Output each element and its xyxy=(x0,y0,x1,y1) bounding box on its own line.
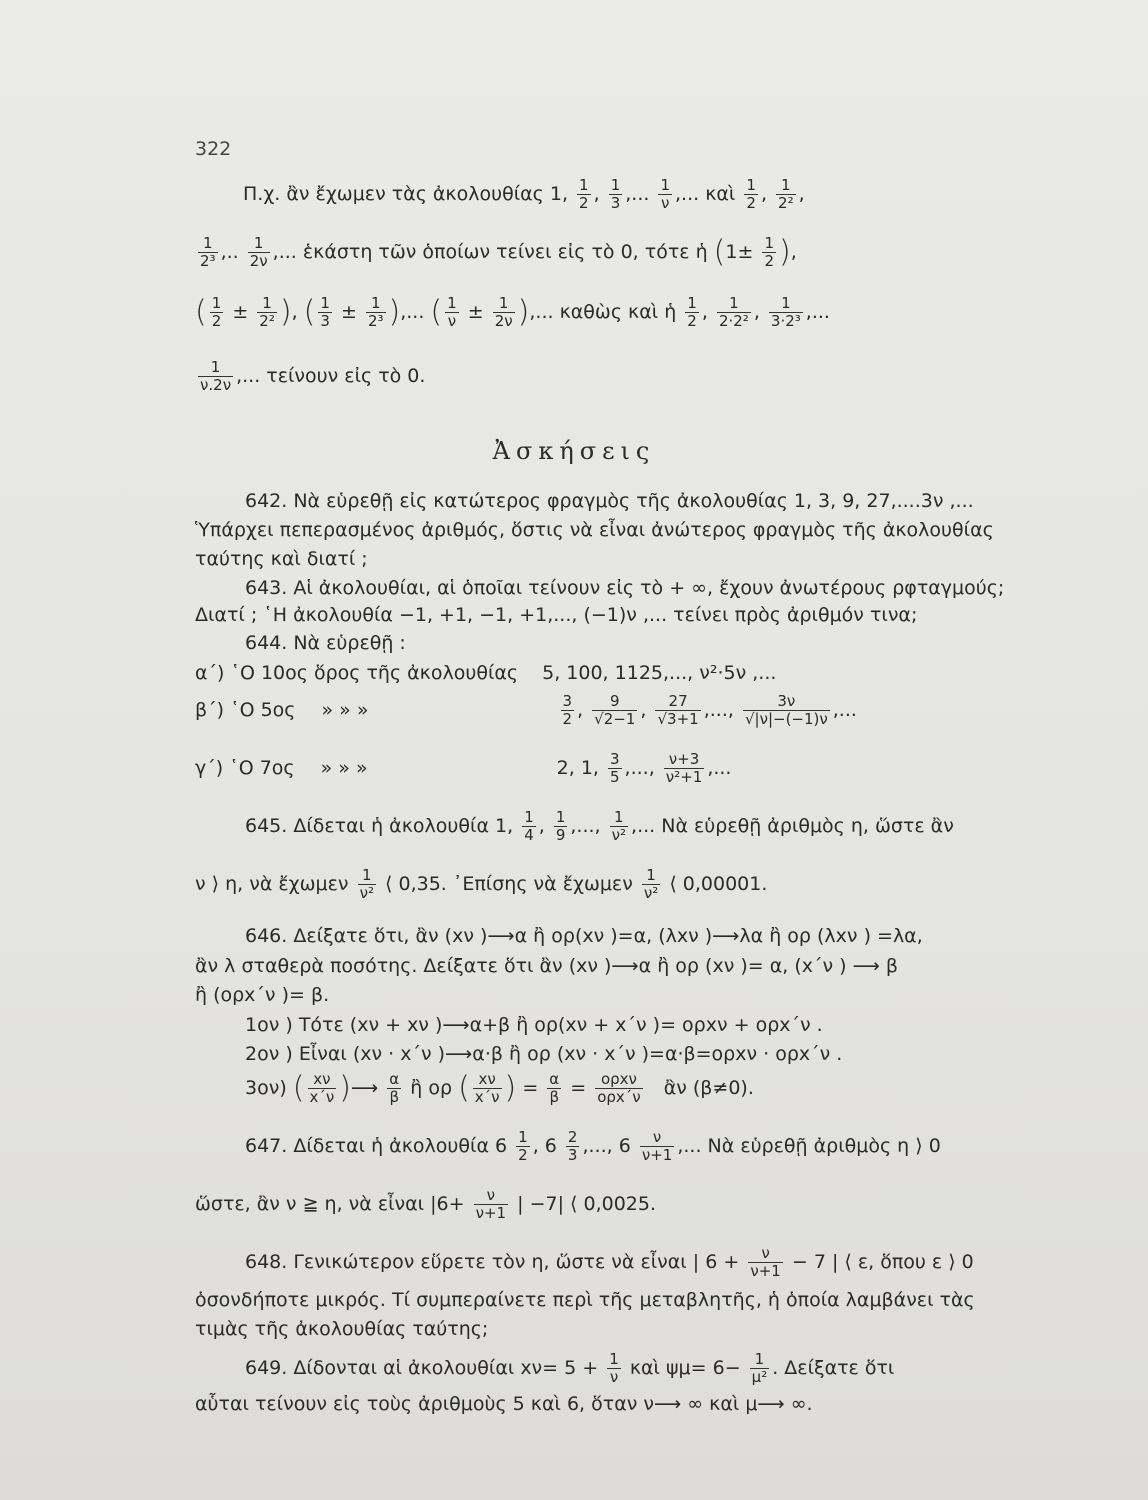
exercise-643-line-2: Διατί ; ῾Η ἀκολουθία −1, +1, −1, +1,..., (−1)ν ,... τείνει πρὸς ἀριθμόν τινα; xyxy=(195,604,918,626)
section-heading: Ἀσκήσεις xyxy=(492,437,656,465)
numerator: 1 xyxy=(610,176,621,194)
numerator: 1 xyxy=(358,868,376,885)
numerator: 27 xyxy=(655,694,700,711)
fraction xyxy=(198,236,218,269)
item-label: β΄) ῾Ο 5ος xyxy=(195,699,296,721)
exercise-text: 649. Δίδονται αἱ ἀκολουθίαι xν= 5 + xyxy=(245,1357,599,1379)
denominator: 2ν xyxy=(249,252,268,270)
denominator: 4 xyxy=(524,826,534,844)
fraction xyxy=(609,178,623,211)
fraction xyxy=(366,296,386,329)
denominator: 2 xyxy=(518,1146,528,1164)
exercise-text: . Δείξατε ὅτι xyxy=(772,1357,895,1379)
denominator: 2³ xyxy=(367,312,384,330)
fraction xyxy=(595,1072,642,1105)
exercise-text: καὶ ψμ= 6− xyxy=(629,1357,741,1379)
denominator: 2³ xyxy=(200,252,216,270)
denominator: 2² xyxy=(778,194,794,212)
numerator: 1 xyxy=(493,296,515,313)
denominator: μ² xyxy=(751,1368,768,1386)
numerator: 1 xyxy=(764,234,774,252)
denominator: ν.2ν xyxy=(200,376,232,394)
fraction xyxy=(318,296,332,329)
denominator: 2 xyxy=(579,194,589,212)
fraction xyxy=(493,296,515,329)
numerator: 1 xyxy=(746,176,756,194)
exercise-text: Νὰ εὑρεθῇ ἀριθμὸς η, ὥστε ἂν xyxy=(661,815,954,837)
denominator: ν xyxy=(447,312,457,330)
plus-minus: ± xyxy=(467,301,484,323)
fraction xyxy=(743,694,830,727)
exercise-644-a xyxy=(195,664,776,683)
denominator: ν xyxy=(609,1368,619,1386)
exercise-646-line-4: 1ον ) Τότε (xν + xν )⟶α+β ἢ ορ(xν + x΄ν )= ορxν + ορx΄ν . xyxy=(245,1014,823,1036)
exercise-text: ,..., 6 xyxy=(582,1135,631,1157)
fraction xyxy=(608,752,622,785)
fraction xyxy=(445,296,459,329)
exercise-646-line-6: 3ον) ( $\frac{x\nu}{x΄\nu}$ )⟶ $\frac{\alpha}{\beta}$ ἢ ορ ( $\frac{x\nu}{x΄\nu}$ ) = $\frac{\alpha}{\beta}$ = $\frac{\text{ορxν}}{\text{ορx΄ν}}$ ἂν (β≠0). xyxy=(245,1070,754,1106)
denominator: ν+1 xyxy=(641,1146,673,1164)
plus-minus: ± xyxy=(232,301,249,323)
item-label: γ΄) ῾Ο 7ος xyxy=(195,757,295,779)
exercise-645-line-2 xyxy=(195,868,767,901)
denominator: 5 xyxy=(610,768,620,786)
denominator: ν+1 xyxy=(750,1262,781,1280)
intro-line-1: Π.χ. ἂν ἔχωμεν τὰς ἀκολουθίας 1, $\frac{1}{2}$ , $\frac{1}{3}$ ,... $\frac{1}{\nu}$ ,... καὶ $\frac{1}{2}$ , $\frac{1}{\text{2²}}$ , xyxy=(243,176,805,212)
denominator: ν² xyxy=(359,884,374,902)
fraction xyxy=(387,1072,401,1105)
numerator: 1 xyxy=(579,176,589,194)
exercise-text: , 6 xyxy=(532,1135,557,1157)
denominator: 2 xyxy=(764,252,774,270)
numerator: 1 xyxy=(211,294,222,312)
denominator: 3 xyxy=(610,194,621,212)
numerator: 1 xyxy=(610,810,628,827)
numerator: 1 xyxy=(660,176,670,194)
denominator: x΄ν xyxy=(309,1088,335,1106)
fraction xyxy=(610,810,628,843)
fraction xyxy=(748,1246,783,1279)
fraction xyxy=(717,296,751,329)
plus-minus: ± xyxy=(340,301,357,323)
exercise-649-line-2: αὗται τείνουν εἰς τοὺς ἀριθμοὺς 5 καὶ 6, ὅταν ν⟶ ∞ καὶ μ⟶ ∞. xyxy=(195,1393,813,1415)
numerator: 1 xyxy=(717,296,751,313)
fraction xyxy=(762,236,776,269)
exercise-text: ⟨ 0,35. ᾿Επίσης νὰ ἔχωμεν xyxy=(385,873,633,895)
exercise-646-line-3: ἢ (ορx΄ν )= β. xyxy=(195,984,330,1006)
numerator: 1 xyxy=(198,236,218,253)
sequence: 5, 100, 1125,..., ν²·5ν ,... xyxy=(542,662,777,684)
denominator: 2² xyxy=(259,312,275,330)
exercise-text: ν ⟩ η, νὰ ἔχωμεν xyxy=(195,873,349,895)
denominator: √|ν|−(−1)ν xyxy=(744,710,828,728)
exercise-646-line-5: 2ον ) Εἶναι (xν · x΄ν )⟶α·β ἢ ορ (xν · x΄ν )=α·β=ορxν · ορx΄ν . xyxy=(245,1043,843,1065)
item-label: 3ον) xyxy=(245,1077,287,1099)
numerator: 1 xyxy=(257,296,277,313)
sequence: 2, 1, xyxy=(556,757,599,779)
fraction xyxy=(658,178,672,211)
intro-line-4 xyxy=(195,360,425,393)
numerator: 3 xyxy=(610,750,620,768)
denominator: ν²+1 xyxy=(665,768,703,786)
exercise-text: 647. Δίδεται ἡ ἀκολουθία 6 xyxy=(245,1135,508,1157)
exercise-647-line-1 xyxy=(245,1130,941,1163)
equals: = xyxy=(570,1077,587,1099)
expression: 1± xyxy=(725,241,754,263)
numerator: xν xyxy=(473,1072,502,1089)
fraction xyxy=(577,178,591,211)
exercise-text: 645. Δίδεται ἡ ἀκολουθία 1, xyxy=(245,815,514,837)
fraction xyxy=(744,178,758,211)
fraction xyxy=(308,1072,337,1105)
intro-text: καθὼς καὶ ἡ xyxy=(559,301,677,323)
denominator: ν+1 xyxy=(475,1204,507,1222)
numerator: xν xyxy=(308,1072,337,1089)
fraction xyxy=(664,752,705,785)
exercise-text: 648. Γενικώτερον εὕρετε τὸν η, ὥστε νὰ εἶναι | 6 + xyxy=(245,1251,740,1273)
denominator: 2·2² xyxy=(718,312,749,330)
numerator: 1 xyxy=(518,1128,528,1146)
numerator: 1 xyxy=(642,868,660,885)
exercise-645-line-1: 645. Δίδεται ἡ ἀκολουθία 1, $\frac{1}{4}$ , $\frac{1}{9}$ ,..., $\frac{1}{\text{ν²}}$ ,... Νὰ εὑρεθῇ ἀριθμὸς η, ὥστε ἂν xyxy=(245,808,954,844)
fraction xyxy=(198,360,233,393)
numerator: 1 xyxy=(776,178,796,195)
denominator: √3+1 xyxy=(657,710,699,728)
fraction xyxy=(655,694,700,727)
exercise-text: | −7| ⟨ 0,0025. xyxy=(517,1193,657,1215)
denominator: 2 xyxy=(562,710,573,728)
numerator: 1 xyxy=(769,296,803,313)
fraction xyxy=(474,1188,509,1221)
intro-line-2: $\frac{1}{\text{2³}}$ ,.. $\frac{1}{2\nu}$ ,... ἑκάστη τῶν ὁποίων τείνει εἰς τὸ 0, τότε ἡ (1± $\frac{1}{2}$ ), xyxy=(200,234,797,270)
fraction xyxy=(554,810,568,843)
denominator: β xyxy=(389,1088,400,1106)
fraction xyxy=(776,178,796,211)
numerator: 3 xyxy=(562,692,573,710)
intro-text: ἑκάστη τῶν ὁποίων τείνει εἰς τὸ 0, τότε ἡ xyxy=(302,241,708,263)
denominator: 2 xyxy=(211,312,222,330)
numerator: 1 xyxy=(524,808,534,826)
exercise-648-line-1 xyxy=(245,1246,974,1279)
denominator: 9 xyxy=(555,826,566,844)
numerator: 1 xyxy=(248,236,270,253)
fraction xyxy=(358,868,376,901)
intro-text: καὶ xyxy=(705,183,736,205)
numerator: ν+3 xyxy=(664,752,705,769)
ditto-marks: » » » xyxy=(321,699,369,721)
denominator: 3 xyxy=(320,312,330,330)
fraction xyxy=(566,1130,580,1163)
intro-text: Π.χ. ἂν ἔχωμεν τὰς ἀκολουθίας 1, xyxy=(243,183,568,205)
denominator: ν² xyxy=(611,826,627,844)
numerator: 2 xyxy=(567,1128,578,1146)
arrow: ⟶ xyxy=(351,1077,379,1099)
exercise-644-b: β΄) ῾Ο 5ος » » » $\frac{3}{2}$ , $\frac{9}{√2-1}$ , $\frac{27}{√3+1}$ ,..., $\frac{3\nu}{√|\nu|-(-1)\nu}$ ,... xyxy=(195,692,857,728)
numerator: ν xyxy=(748,1246,783,1263)
numerator: 1 xyxy=(750,1352,770,1369)
exercise-648-line-2: ὁσονδήποτε μικρός. Τί συμπεραίνετε περὶ τῆς μεταβλητῆς, ἡ ὁποία λαμβάνει τὰς xyxy=(195,1289,975,1311)
fraction xyxy=(522,810,536,843)
fraction xyxy=(607,1352,621,1385)
fraction xyxy=(248,236,270,269)
denominator: 2 xyxy=(687,312,697,330)
denominator: 3·2³ xyxy=(770,312,801,330)
exercise-text: ἂν (β≠0). xyxy=(663,1077,754,1099)
numerator: 3ν xyxy=(743,694,830,711)
denominator: x΄ν xyxy=(474,1088,500,1106)
exercise-text: − 7 | ⟨ ε, ὅπου ε ⟩ 0 xyxy=(791,1251,974,1273)
fraction xyxy=(473,1072,502,1105)
exercise-text: ὥστε, ἂν ν ≧ η, νὰ εἶναι |6+ xyxy=(195,1193,465,1215)
fraction xyxy=(750,1352,770,1385)
exercise-644-c: γ΄) ῾Ο 7ος » » » 2, 1, $\frac{3}{5}$ ,..., $\frac{\nu+3}{\text{ν²+1}}$ ,... xyxy=(195,750,732,786)
numerator: 1 xyxy=(687,294,697,312)
numerator: 9 xyxy=(592,694,637,711)
denominator: 2 xyxy=(746,194,756,212)
numerator: 1 xyxy=(447,294,457,312)
item-label: α΄) ῾Ο 10ος ὅρος τῆς ἀκολουθίας xyxy=(195,662,519,684)
numerator: 1 xyxy=(198,360,233,377)
denominator: ν xyxy=(661,194,670,212)
fraction xyxy=(685,296,699,329)
exercise-644-line-1: 644. Νὰ εὑρεθῇ : xyxy=(245,632,406,654)
fraction xyxy=(547,1072,561,1105)
exercise-646-line-2: ἂν λ σταθερὰ ποσότης. Δείξατε ὅτι ἂν (xν )⟶α ἢ ορ (xν )= α, (x΄ν ) ⟶ β xyxy=(195,955,898,977)
equals: = xyxy=(522,1077,539,1099)
exercise-642-line-3: ταύτης καὶ διατί ; xyxy=(195,548,368,570)
numerator: ν xyxy=(474,1188,509,1205)
exercise-649-line-1 xyxy=(245,1352,894,1385)
numerator: 1 xyxy=(366,296,386,313)
intro-line-3: ( $\frac{1}{2}$ ± $\frac{1}{\text{2²}}$ ), ( $\frac{1}{3}$ ± $\frac{1}{\text{2³}}$ ),... ( $\frac{1}{\nu}$ ± $\frac{1}{2\nu}$ ),... καθὼς καὶ ἡ $\frac{1}{2}$ , $\frac{1}{\text{2·2²}}$ , $\frac{1}{\text{3·2³}}$ ,... xyxy=(195,294,830,330)
fraction xyxy=(210,296,224,329)
fraction xyxy=(257,296,277,329)
numerator: ορxν xyxy=(595,1072,642,1089)
denominator: 2ν xyxy=(494,312,513,330)
fraction xyxy=(592,694,637,727)
numerator: 1 xyxy=(609,1350,619,1368)
fraction xyxy=(516,1130,530,1163)
exercise-642-line-1: 642. Νὰ εὑρεθῇ εἰς κατώτερος φραγμὸς τῆς ἀκολουθίας 1, 3, 9, 27,....3ν ,... xyxy=(245,490,974,512)
exercise-647-line-2 xyxy=(195,1188,656,1221)
exercise-648-line-3: τιμὰς τῆς ἀκολουθίας ταύτης; xyxy=(195,1318,489,1340)
exercise-text: ⟨ 0,00001. xyxy=(669,873,768,895)
fraction xyxy=(561,694,575,727)
exercise-643-line-1: 643. Αἱ ἀκολουθίαι, αἱ ὁποῖαι τείνουν εἰς τὸ + ∞, ἔχουν ἀνωτέρους ρφταγμούς; xyxy=(245,577,1005,599)
fraction xyxy=(640,1130,675,1163)
numerator: ν xyxy=(640,1130,675,1147)
denominator: β xyxy=(549,1088,560,1106)
fraction xyxy=(769,296,803,329)
denominator: √2−1 xyxy=(594,710,636,728)
numerator: α xyxy=(549,1070,560,1088)
denominator: ν² xyxy=(643,884,659,902)
numerator: 1 xyxy=(555,808,566,826)
fraction xyxy=(642,868,660,901)
denominator: 3 xyxy=(567,1146,578,1164)
numerator: 1 xyxy=(320,294,330,312)
exercise-text: ,... Νὰ εὑρεθῇ ἀριθμὸς η ⟩ 0 xyxy=(677,1135,941,1157)
page-number: 322 xyxy=(195,138,232,160)
exercise-646-line-1: 646. Δείξατε ὅτι, ἂν (xν )⟶α ἢ ορ(xν )=α, (λxν )⟶λα ἢ ορ (λxν ) =λα, xyxy=(245,925,923,947)
numerator: α xyxy=(389,1070,400,1088)
denominator: ορx΄ν xyxy=(597,1088,641,1106)
exercise-642-line-2: Ὑπάρχει πεπερασμένος ἀριθμός, ὅστις νὰ εἶναι ἀνώτερος φραγμὸς τῆς ἀκολουθίας xyxy=(195,519,994,541)
exercise-text: ἢ ορ xyxy=(410,1077,453,1099)
intro-text: ,... τείνουν εἰς τὸ 0. xyxy=(236,365,426,387)
ditto-marks: » » » xyxy=(320,757,368,779)
